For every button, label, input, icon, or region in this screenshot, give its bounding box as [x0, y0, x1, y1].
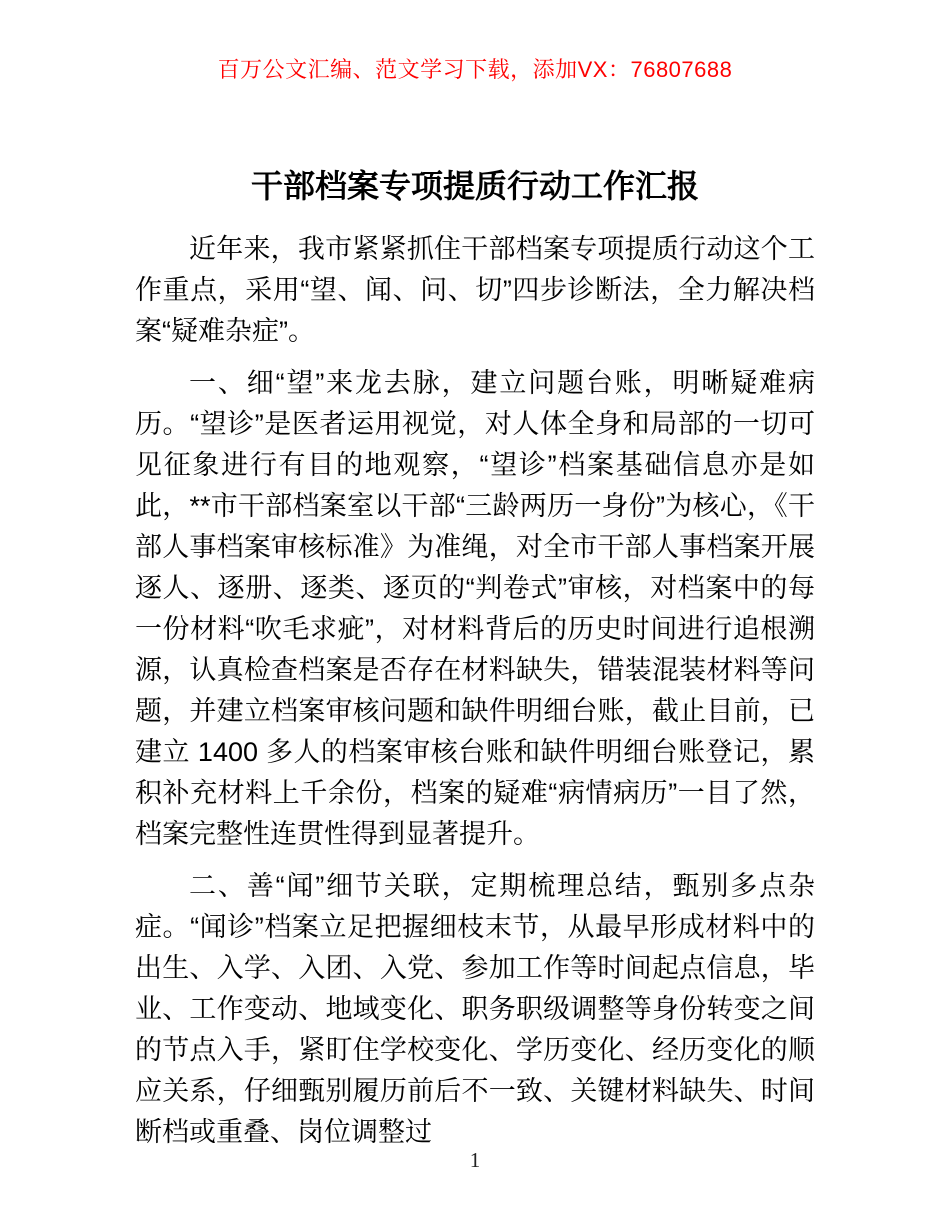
body-paragraph-intro: 近年来，我市紧紧抓住干部档案专项提质行动这个工作重点，采用“望、闻、问、切”四步诊断法，全力解决档案“疑难杂症”。 — [135, 234, 815, 346]
header-promo-note: 百万公文汇编、范文学习下载，添加VX：76807688 — [217, 57, 733, 82]
document-body — [135, 229, 815, 1164]
document-title: 干部档案专项提质行动工作汇报 — [250, 168, 699, 204]
body-paragraph-section-1: 一、细“望”来龙去脉，建立问题台账，明晰疑难病历。“望诊”是医者运用视觉，对人体全身和局部的一切可见征象进行有目的地观察，“望诊”档案基础信息亦是如此，**市干部档案室以干部“三龄两历一身份”为核心，《干部人事档案审核标准》为准绳，对全市干部人事档案开展逐人、逐册、逐类、逐页的“判卷式”审核，对档案中的每一份材料“吹毛求疵”，对材料背后的历史时间进行追根溯源，认真检查档案是否存在材料缺失，错装混装材料等问题，并建立档案审核问题和缺件明细台账，截止目前，已建立 1400 多人的档案审核台账和缺件明细台账登记，累积补充材料上千余份，档案的疑难“病情病历”一目了然，档案完整性连贯性得到显著提升。 — [135, 368, 815, 849]
page-number: 1 — [469, 1148, 481, 1172]
body-paragraph-section-2: 二、善“闻”细节关联，定期梳理总结，甄别多点杂症。“闻诊”档案立足把握细枝末节，从最早形成材料中的出生、入学、入团、入党、参加工作等时间起点信息，毕业、工作变动、地域变化、职务职级调整等身份转变之间的节点入手，紧盯住学校变化、学历变化、经历变化的顺应关系，仔细甄别履历前后不一致、关键材料缺失、时间断档或重叠、岗位调整过 — [135, 871, 815, 1147]
